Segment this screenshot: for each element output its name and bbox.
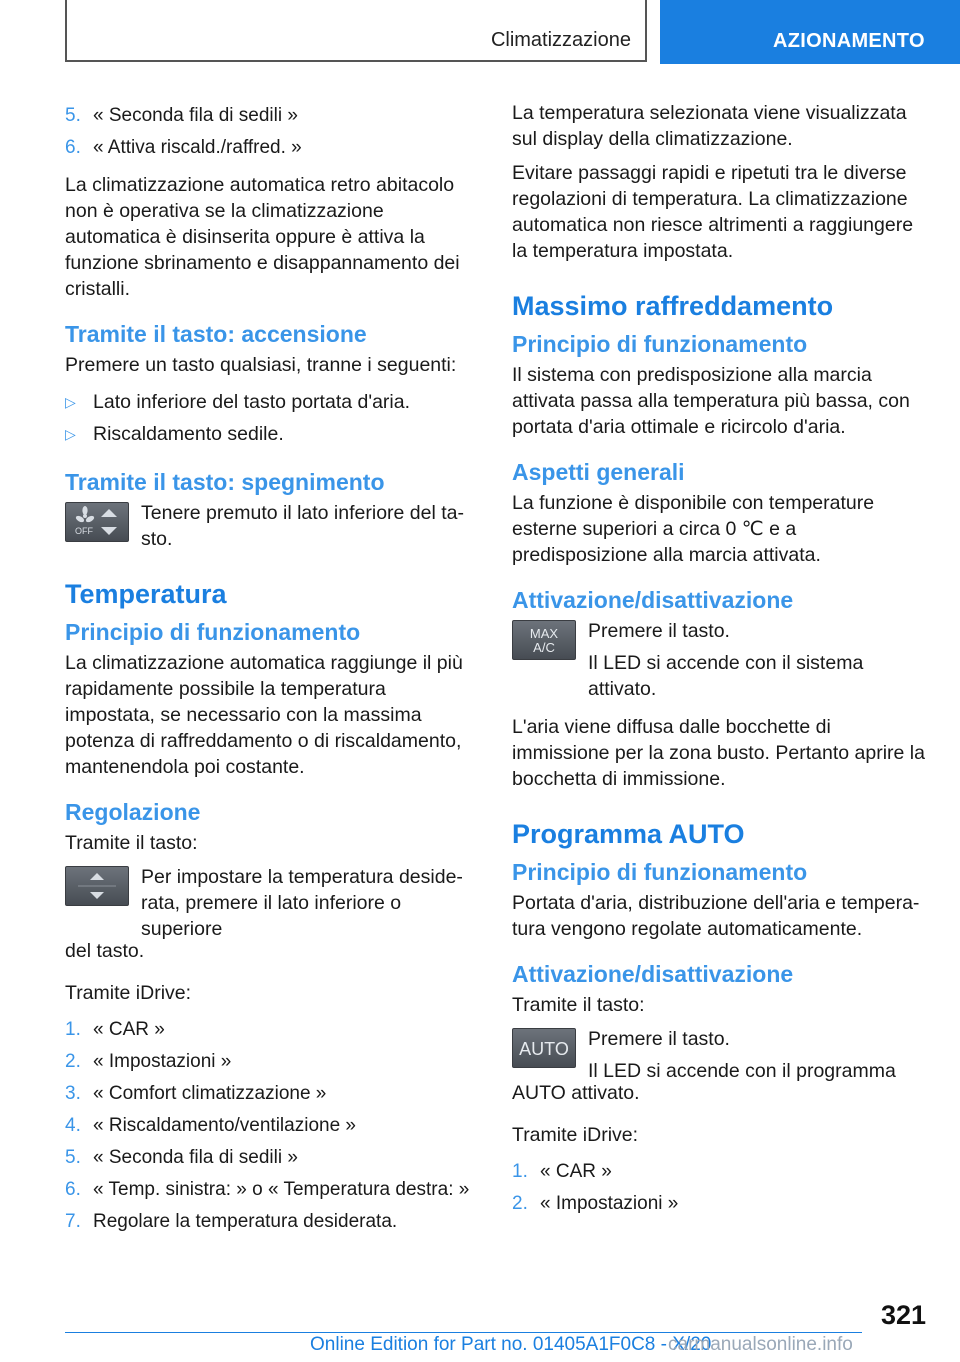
list-item: 6. « Attiva riscald./raffred. » <box>65 137 302 158</box>
triangle-bullet-icon: ▷ <box>65 394 76 410</box>
auto-button-description-end: AUTO attivato. <box>512 1082 640 1104</box>
list-item: 3. « Comfort climatizzazione » <box>65 1083 327 1104</box>
paragraph-air-vents: L'aria viene diffusa dalle bocchette di immissione per la zona busto. Pertanto aprire la bocchetta di immissione. <box>512 716 925 790</box>
header-section-title: Climatizzazione <box>490 29 631 51</box>
off-button-description: Tenere premuto il lato inferiore del tasto. <box>141 502 465 550</box>
list-item: 2. « Impostazioni » <box>65 1051 232 1072</box>
paragraph-auto-principle: Portata d'aria, distribuzione dell'aria e temperatura vengono regolate automaticamente. <box>512 892 920 940</box>
paragraph-rear-climate: La climatizzazione automatica retro abitacolo non è operativa se la climatizzazione automatica è disinserita oppure è attiva la funzione sbrinamento e disappannamento dei cristalli. <box>65 174 460 300</box>
temp-button-description-end: del tasto. <box>65 940 145 962</box>
temp-rocker-button-image <box>65 866 129 906</box>
heading-temperature: Temperatura <box>65 579 227 609</box>
header-chapter-tab <box>660 0 960 64</box>
list-item: 1. « CAR » <box>65 1019 165 1040</box>
footer-watermark[interactable]: carmanualsonline.info <box>668 1334 853 1355</box>
paragraph-temp-display: La temperatura selezionata viene visualizzata sul display della climatizzazione. <box>512 102 907 150</box>
list-item: ▷ Lato inferiore del tasto portata d'aria. <box>65 386 479 418</box>
paragraph-via-button: Tramite il tasto: <box>65 832 198 854</box>
auto-icon <box>513 1029 575 1067</box>
heading-auto-program: Programma AUTO <box>512 819 745 849</box>
list-item: 7. Regolare la temperatura desiderata. <box>65 1211 398 1232</box>
heading-auto-principle: Principio di funzionamento <box>512 859 808 885</box>
page-header <box>0 0 960 66</box>
paragraph-button-on: Premere un tasto qualsiasi, tranne i seguenti: <box>65 354 457 376</box>
up-down-arrows-icon <box>66 867 128 905</box>
right-column <box>512 100 928 1228</box>
heading-auto-activation: Attivazione/disattivazione <box>512 961 794 987</box>
heading-regulation: Regolazione <box>65 799 201 825</box>
svg-text:OFF: OFF <box>75 526 93 536</box>
paragraph-general-aspects: La funzione è disponibile con temperature esterne superiori a circa 0 ℃ e a predisposizione alla marcia attivata. <box>512 492 875 566</box>
paragraph-avoid-switching: Evitare passaggi rapidi e ripetuti tra le diverse regolazioni di temperatura. La climatizzazione automatica non riesce altrimenti a raggiungere la temperatura impostata. <box>512 162 914 262</box>
paragraph-via-idrive: Tramite iDrive: <box>512 1124 639 1146</box>
triangle-bullet-icon: ▷ <box>65 426 76 442</box>
footer-edition: Online Edition for Part no. 01405A1F0C8 - X/20 <box>310 1334 712 1355</box>
max-ac-button-description: Premere il tasto. Il LED si accende con il sistema attivato. <box>588 620 864 700</box>
paragraph-max-principle: Il sistema con predisposizione alla marcia attivata passa alla temperatura più bassa, con portata d'aria ottimale e ricircolo d'aria. <box>512 364 910 438</box>
footer-divider <box>65 1332 862 1333</box>
max-ac-button-image <box>512 620 576 660</box>
auto-button-image <box>512 1028 576 1068</box>
page-number: 321 <box>880 1300 926 1330</box>
list-item: 5. « Seconda fila di sedili » <box>65 105 298 126</box>
heading-general-aspects: Aspetti generali <box>512 459 685 485</box>
step-list-continued <box>65 100 479 164</box>
fan-off-button-image <box>65 502 129 542</box>
auto-button-row <box>512 1026 928 1084</box>
heading-button-on: Tramite il tasto: accensione <box>65 321 367 347</box>
list-item: 5. « Seconda fila di sedili » <box>65 1147 298 1168</box>
heading-button-off: Tramite il tasto: spegnimento <box>65 469 385 495</box>
svg-text:MAX: MAX <box>529 626 559 641</box>
svg-text:A/C: A/C <box>533 640 555 655</box>
idrive-step-list <box>65 1014 479 1238</box>
exception-list <box>65 386 479 450</box>
header-section-box <box>65 0 647 62</box>
list-item: 2. « Impostazioni » <box>512 1193 679 1214</box>
list-item: 4. « Riscaldamento/ventilazione » <box>65 1115 356 1136</box>
paragraph-temp-principle: La climatizzazione automatica raggiunge il più rapidamente possibile la temperatura impostata, se necessario con la massima potenza di raffreddamento o di riscaldamento, mantenendola poi costante. <box>65 652 463 778</box>
list-item: ▷ Riscaldamento sedile. <box>65 418 479 450</box>
paragraph-via-idrive: Tramite iDrive: <box>65 982 192 1004</box>
paragraph-via-button: Tramite il tasto: <box>512 994 645 1016</box>
auto-button-description: Premere il tasto. Il LED si accende con il programma <box>588 1028 896 1082</box>
heading-temp-principle: Principio di funzionamento <box>65 619 361 645</box>
max-ac-icon <box>513 621 575 659</box>
temp-button-description: Per impostare la temperatura desiderata, premere il lato inferiore o superiore <box>141 866 463 940</box>
heading-max-cooling: Massimo raffreddamento <box>512 291 834 321</box>
list-item: 1. « CAR » <box>512 1161 612 1182</box>
max-ac-button-row <box>512 618 928 702</box>
heading-max-principle: Principio di funzionamento <box>512 331 808 357</box>
idrive-step-list <box>512 1156 928 1220</box>
off-button-row <box>65 500 479 552</box>
fan-off-icon <box>66 503 128 541</box>
heading-activation: Attivazione/disattivazione <box>512 587 794 613</box>
list-item: 6. « Temp. sinistra: » o « Temperatura destra: » <box>65 1179 470 1200</box>
temp-button-row <box>65 864 479 942</box>
left-column <box>65 100 479 1246</box>
header-chapter-title: AZIONAMENTO <box>773 30 925 52</box>
svg-text:AUTO: AUTO <box>519 1039 569 1059</box>
